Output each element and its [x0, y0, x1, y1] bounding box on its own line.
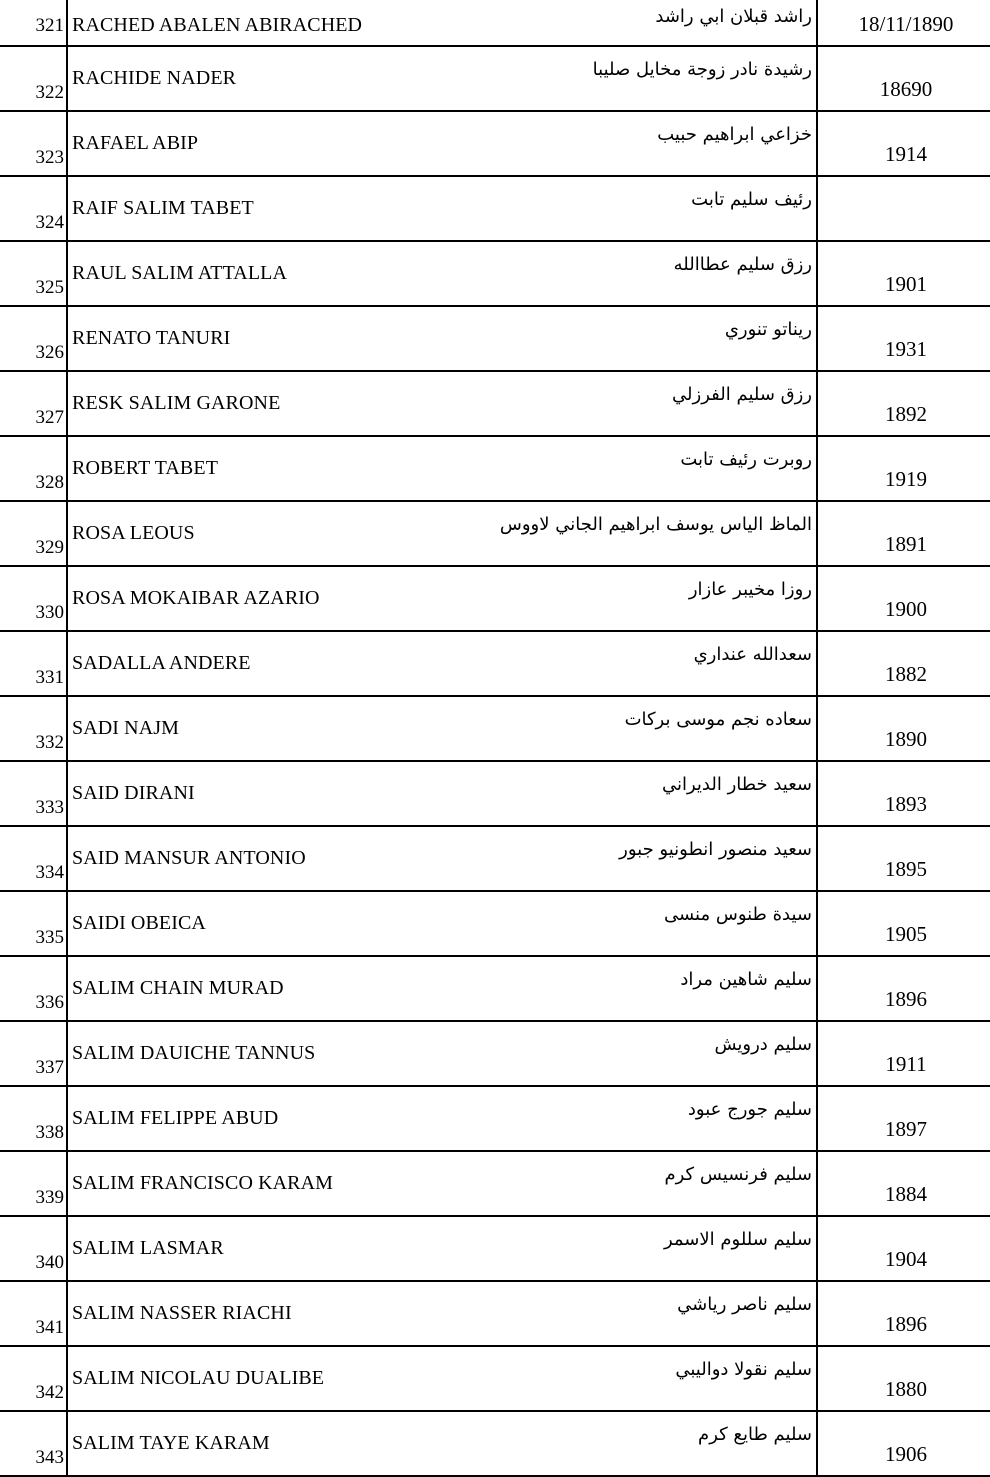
row-number: 343	[0, 1411, 67, 1476]
row-number: 325	[0, 241, 67, 306]
birth-year: 1901	[817, 241, 990, 306]
table-row	[0, 1411, 990, 1476]
latin-name: SALIM TAYE KARAM	[67, 1411, 392, 1476]
birth-year: 1892	[817, 371, 990, 436]
arabic-name: رزق سليم الفرزلي	[392, 371, 817, 436]
arabic-name: سليم شاهين مراد	[392, 956, 817, 1021]
arabic-name: سعدالله عنداري	[392, 631, 817, 696]
arabic-name: سليم درويش	[392, 1021, 817, 1086]
latin-name: SALIM CHAIN MURAD	[67, 956, 392, 1021]
table-row	[0, 111, 990, 176]
arabic-name: الماظ الياس يوسف ابراهيم الجاني لاووس	[392, 501, 817, 566]
row-number: 336	[0, 956, 67, 1021]
arabic-name: سعيد خطار الديراني	[392, 761, 817, 826]
table-row	[0, 891, 990, 956]
arabic-name: سليم فرنسيس كرم	[392, 1151, 817, 1216]
table-row	[0, 1021, 990, 1086]
row-number: 340	[0, 1216, 67, 1281]
row-number: 329	[0, 501, 67, 566]
birth-year	[817, 176, 990, 241]
latin-name: RAIF SALIM TABET	[67, 176, 392, 241]
birth-year: 1896	[817, 1281, 990, 1346]
table-row	[0, 566, 990, 631]
row-number: 337	[0, 1021, 67, 1086]
row-number: 339	[0, 1151, 67, 1216]
arabic-name: خزاعي ابراهيم حبيب	[392, 111, 817, 176]
arabic-name: رشيدة نادر زوجة مخايل صليبا	[392, 46, 817, 111]
row-number: 326	[0, 306, 67, 371]
birth-year: 1914	[817, 111, 990, 176]
birth-year: 1891	[817, 501, 990, 566]
birth-year: 1900	[817, 566, 990, 631]
table-row	[0, 241, 990, 306]
arabic-name: سعاده نجم موسى بركات	[392, 696, 817, 761]
table-row	[0, 306, 990, 371]
birth-year: 1931	[817, 306, 990, 371]
birth-year: 1906	[817, 1411, 990, 1476]
latin-name: SALIM NICOLAU DUALIBE	[67, 1346, 392, 1411]
latin-name: SALIM FRANCISCO KARAM	[67, 1151, 392, 1216]
row-number: 322	[0, 46, 67, 111]
latin-name: RAUL SALIM ATTALLA	[67, 241, 392, 306]
row-number: 324	[0, 176, 67, 241]
row-number: 323	[0, 111, 67, 176]
birth-year: 1897	[817, 1086, 990, 1151]
arabic-name: سعيد منصور انطونيو جبور	[392, 826, 817, 891]
latin-name: ROSA LEOUS	[67, 501, 392, 566]
latin-name: SALIM DAUICHE TANNUS	[67, 1021, 392, 1086]
arabic-name: سليم نقولا دواليبي	[392, 1346, 817, 1411]
latin-name: SADI NAJM	[67, 696, 392, 761]
birth-year: 1895	[817, 826, 990, 891]
row-number: 328	[0, 436, 67, 501]
row-number: 333	[0, 761, 67, 826]
table-row	[0, 696, 990, 761]
table-row	[0, 436, 990, 501]
latin-name: RAFAEL ABIP	[67, 111, 392, 176]
table-row	[0, 631, 990, 696]
row-number: 331	[0, 631, 67, 696]
birth-year: 1904	[817, 1216, 990, 1281]
row-number: 341	[0, 1281, 67, 1346]
birth-year: 1911	[817, 1021, 990, 1086]
row-number: 330	[0, 566, 67, 631]
latin-name: ROSA MOKAIBAR AZARIO	[67, 566, 392, 631]
arabic-name: رزق سليم عطاالله	[392, 241, 817, 306]
arabic-name: سليم جورج عبود	[392, 1086, 817, 1151]
birth-year: 18/11/1890	[817, 0, 990, 46]
row-number: 334	[0, 826, 67, 891]
birth-year: 18690	[817, 46, 990, 111]
birth-year: 1905	[817, 891, 990, 956]
latin-name: SALIM FELIPPE ABUD	[67, 1086, 392, 1151]
latin-name: SAID MANSUR ANTONIO	[67, 826, 392, 891]
table-row	[0, 1216, 990, 1281]
birth-year: 1893	[817, 761, 990, 826]
table-row	[0, 176, 990, 241]
latin-name: SALIM LASMAR	[67, 1216, 392, 1281]
birth-year: 1884	[817, 1151, 990, 1216]
latin-name: SADALLA ANDERE	[67, 631, 392, 696]
arabic-name: سليم ناصر رياشي	[392, 1281, 817, 1346]
birth-year: 1882	[817, 631, 990, 696]
arabic-name: راشد قبلان ابي راشد	[392, 0, 817, 46]
latin-name: RACHIDE NADER	[67, 46, 392, 111]
table-row	[0, 371, 990, 436]
latin-name: RACHED ABALEN ABIRACHED	[67, 0, 392, 46]
arabic-name: روزا مخيبر عازار	[392, 566, 817, 631]
latin-name: RENATO TANURI	[67, 306, 392, 371]
arabic-name: رئيف سليم تابت	[392, 176, 817, 241]
birth-year: 1919	[817, 436, 990, 501]
latin-name: SALIM NASSER RIACHI	[67, 1281, 392, 1346]
arabic-name: سليم طايع كرم	[392, 1411, 817, 1476]
latin-name: SAIDI OBEICA	[67, 891, 392, 956]
row-number: 321	[0, 0, 67, 46]
table-row	[0, 956, 990, 1021]
latin-name: SAID DIRANI	[67, 761, 392, 826]
arabic-name: سليم سللوم الاسمر	[392, 1216, 817, 1281]
birth-year: 1896	[817, 956, 990, 1021]
table-row	[0, 1086, 990, 1151]
row-number: 332	[0, 696, 67, 761]
table-row	[0, 0, 990, 46]
birth-year: 1880	[817, 1346, 990, 1411]
row-number: 338	[0, 1086, 67, 1151]
latin-name: ROBERT TABET	[67, 436, 392, 501]
row-number: 342	[0, 1346, 67, 1411]
table-row	[0, 1281, 990, 1346]
arabic-name: روبرت رئيف تابت	[392, 436, 817, 501]
table-row	[0, 826, 990, 891]
table-row	[0, 46, 990, 111]
latin-name: RESK SALIM GARONE	[67, 371, 392, 436]
row-number: 327	[0, 371, 67, 436]
table-row	[0, 501, 990, 566]
row-number: 335	[0, 891, 67, 956]
arabic-name: ريناتو تنوري	[392, 306, 817, 371]
arabic-name: سيدة طنوس منسى	[392, 891, 817, 956]
birth-year: 1890	[817, 696, 990, 761]
table-row	[0, 1346, 990, 1411]
table-row	[0, 1151, 990, 1216]
table-row	[0, 761, 990, 826]
